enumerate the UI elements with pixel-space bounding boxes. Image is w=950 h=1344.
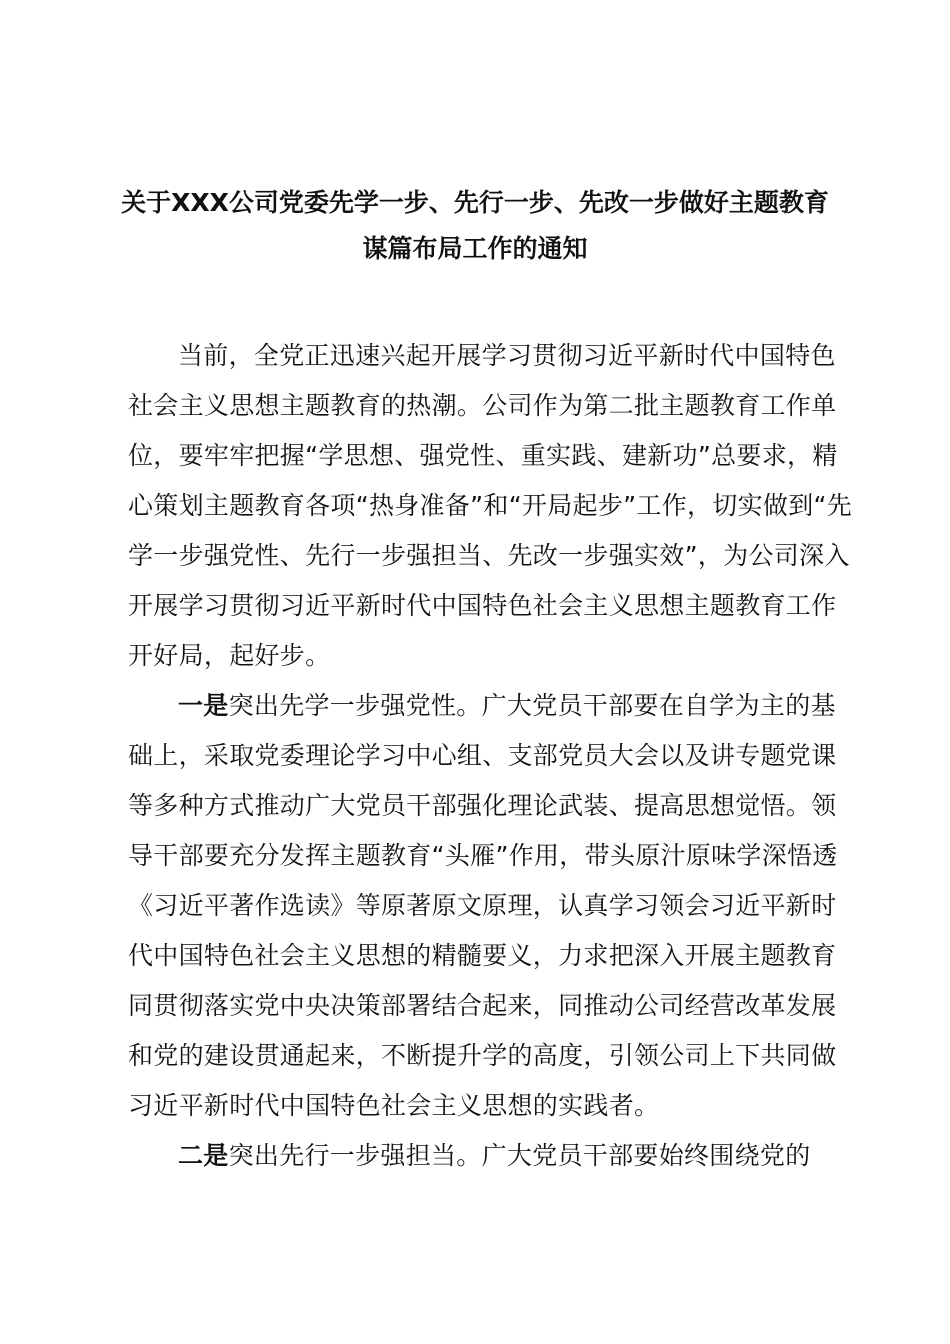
- paragraph-line-text: 突出先学一步强党性。广大党员干部要在自学为主的基: [228, 691, 836, 720]
- paragraph-line: 同贯彻落实党中央决策部署结合起来，同推动公司经营改革发展: [128, 991, 837, 1020]
- paragraph-first-line: [178, 681, 908, 731]
- title-line: 关于XXX公司党委先学一步、先行一步、先改一步做好主题教育: [121, 188, 829, 217]
- paragraph-line: 代中国特色社会主义思想的精髓要义，力求把深入开展主题教育: [128, 941, 837, 970]
- paragraph-line: 心策划主题教育各项“热身准备”和“开局起步”工作，切实做到“先: [128, 491, 853, 520]
- paragraph-line: 社会主义思想主题教育的热潮。公司作为第二批主题教育工作单: [128, 391, 837, 420]
- paragraph-lead: 一是: [178, 691, 229, 720]
- paragraph-line: 当前，全党正迅速兴起开展学习贯彻习近平新时代中国特色: [178, 341, 836, 370]
- paragraph-line-text: 突出先行一步强担当。广大党员干部要始终围绕党的: [228, 1141, 811, 1170]
- document-title: [100, 180, 850, 272]
- title-line: 谋篇布局工作的通知: [362, 234, 588, 263]
- paragraph-line: 开好局，起好步。: [128, 641, 331, 670]
- paragraph-first-line: [178, 1131, 908, 1181]
- paragraph-line: 导干部要充分发挥主题教育“头雁”作用，带头原汁原味学深悟透: [128, 841, 838, 870]
- paragraph-line: 础上，采取党委理论学习中心组、支部党员大会以及讲专题党课: [128, 741, 837, 770]
- paragraph-line: 《习近平著作选读》等原著原文原理，认真学习领会习近平新时: [128, 891, 837, 920]
- paragraph-line: 和党的建设贯通起来，不断提升学的高度，引领公司上下共同做: [128, 1041, 837, 1070]
- paragraph-line: 等多种方式推动广大党员干部强化理论武装、提高思想觉悟。领: [128, 791, 837, 820]
- paragraph-line: 开展学习贯彻习近平新时代中国特色社会主义思想主题教育工作: [128, 591, 837, 620]
- paragraph-lead: 二是: [178, 1141, 229, 1170]
- paragraph-line: 习近平新时代中国特色社会主义思想的实践者。: [128, 1091, 660, 1120]
- paragraph-line: 学一步强党性、先行一步强担当、先改一步强实效”，为公司深入: [128, 541, 850, 570]
- paragraph-line: 位，要牢牢把握“学思想、强党性、重实践、建新功”总要求，精: [128, 441, 838, 470]
